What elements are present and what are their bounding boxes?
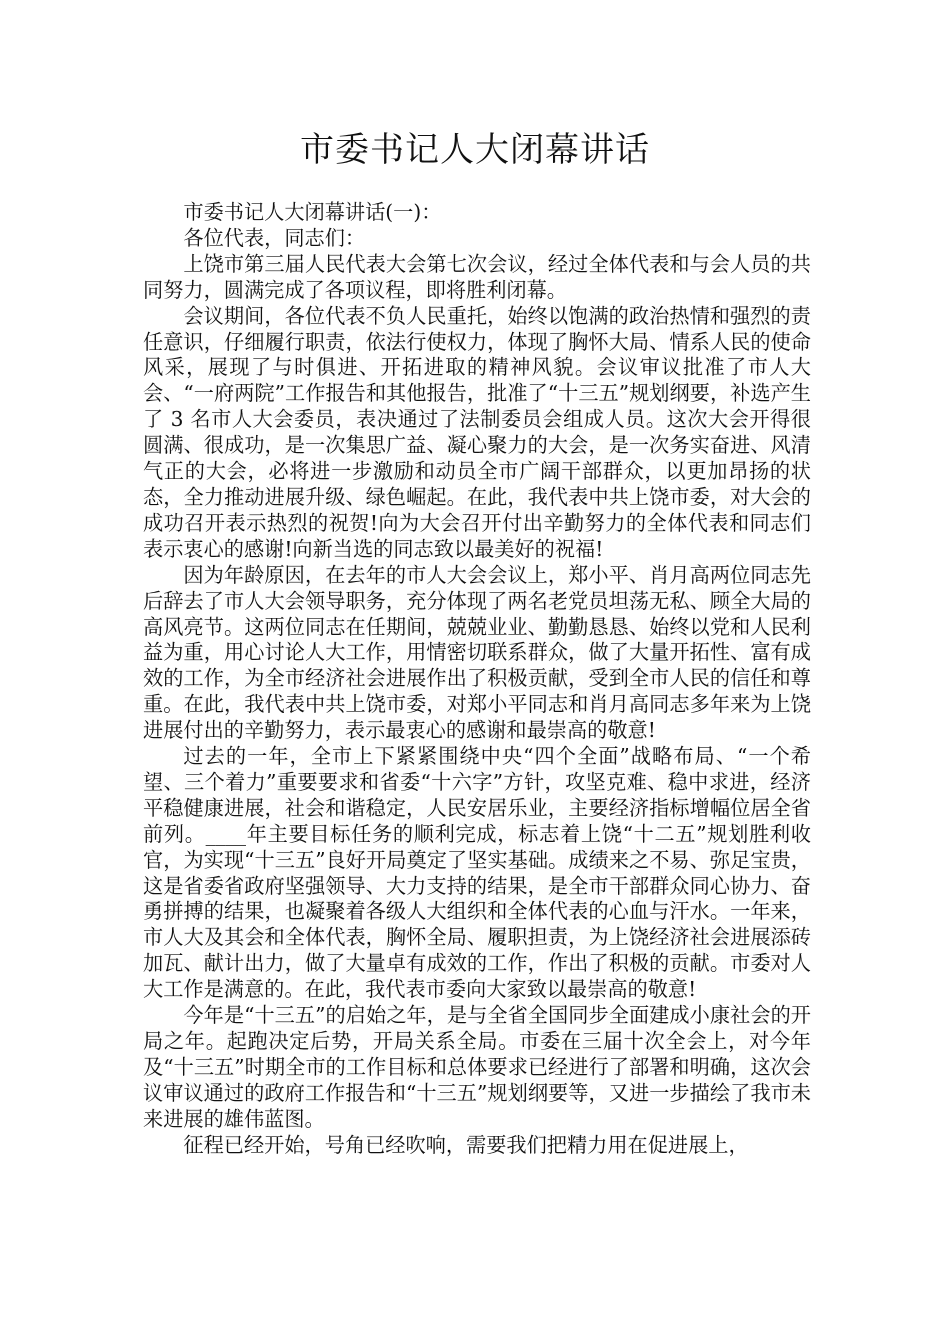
- paragraph: 上饶市第三届人民代表大会第七次会议，经过全体代表和与会人员的共同努力，圆满完成了各项议程，即将胜利闭幕。: [143, 251, 811, 302]
- paragraph: 征程已经开始，号角已经吹响，需要我们把精力用在促进展上，: [183, 1132, 749, 1157]
- document-title: 市委书记人大闭幕讲话: [300, 130, 650, 170]
- paragraph-salutation: 各位代表，同志们：: [183, 225, 366, 250]
- paragraph: 过去的一年，全市上下紧紧围绕中央“四个全面”战略布局、“一个希望、三个着力”重要要求和省委“十六字”方针，攻坚克难、稳中求进，经济平稳健康进展，社会和谐稳定，人民安居乐业，主要经济指标增幅位居全省前列。____年主要目标任务的顺利完成，标志着上饶“十二五”规划胜利收官，为实现“十三五”良好开局奠定了坚实基础。成绩来之不易、弥足宝贵，这是省委省政府坚强领导、大力支持的结果，是全市干部群众同心协力、奋勇拼搏的结果，也凝聚着各级人大组织和全体代表的心血与汗水。一年来，市人大及其会和全体代表，胸怀全局、履职担责，为上饶经济社会进展添砖加瓦、献计出力，做了大量卓有成效的工作，作出了积极的贡献。市委对人大工作是满意的。在此，我代表市委向大家致以最崇高的敬意!: [143, 744, 811, 1002]
- document-body: [143, 200, 811, 1159]
- paragraph: 会议期间，各位代表不负人民重托，始终以饱满的政治热情和强烈的责任意识，仔细履行职责，依法行使权力，体现了胸怀大局、情系人民的使命风采，展现了与时俱进、开拓进取的精神风貌。会议审议批准了市人大会、“一府两院”工作报告和其他报告，批准了“十三五”规划纲要，补选产生了 3 名市人大会委员，表决通过了法制委员会组成人员。这次大会开得很圆满、很成功，是一次集思广益、凝心聚力的大会，是一次务实奋进、风清气正的大会，必将进一步激励和动员全市广阔干部群众，以更加昂扬的状态，全力推动进展升级、绿色崛起。在此，我代表中共上饶市委，对大会的成功召开表示热烈的祝贺!向为大会召开付出辛勤努力的全体代表和同志们表示衷心的感谢!向新当选的同志致以最美好的祝福!: [143, 303, 811, 561]
- paragraph-subtitle: 市委书记人大闭幕讲话(一)：: [183, 200, 442, 224]
- paragraph: 今年是“十三五”的启始之年，是与全省全国同步全面建成小康社会的开局之年。起跑决定后势，开局关系全局。市委在三届十次全会上，对今年及“十三五”时期全市的工作目标和总体要求已经进行了部署和明确，这次会议审议通过的政府工作报告和“十三五”规划纲要等，又进一步描绘了我市未来进展的雄伟蓝图。: [143, 1003, 811, 1131]
- paragraph: 因为年龄原因，在去年的市人大会会议上，郑小平、肖月高两位同志先后辞去了市人大会领导职务，充分体现了两名老党员坦荡无私、顾全大局的高风亮节。这两位同志在任期间，兢兢业业、勤勤恳恳、始终以党和人民利益为重，用心讨论人大工作，用情密切联系群众，做了大量开拓性、富有成效的工作，为全市经济社会进展作出了积极贡献，受到全市人民的信任和尊重。在此，我代表中共上饶市委，对郑小平同志和肖月高同志多年来为上饶进展付出的辛勤努力，表示最衷心的感谢和最崇高的敬意!: [143, 562, 811, 743]
